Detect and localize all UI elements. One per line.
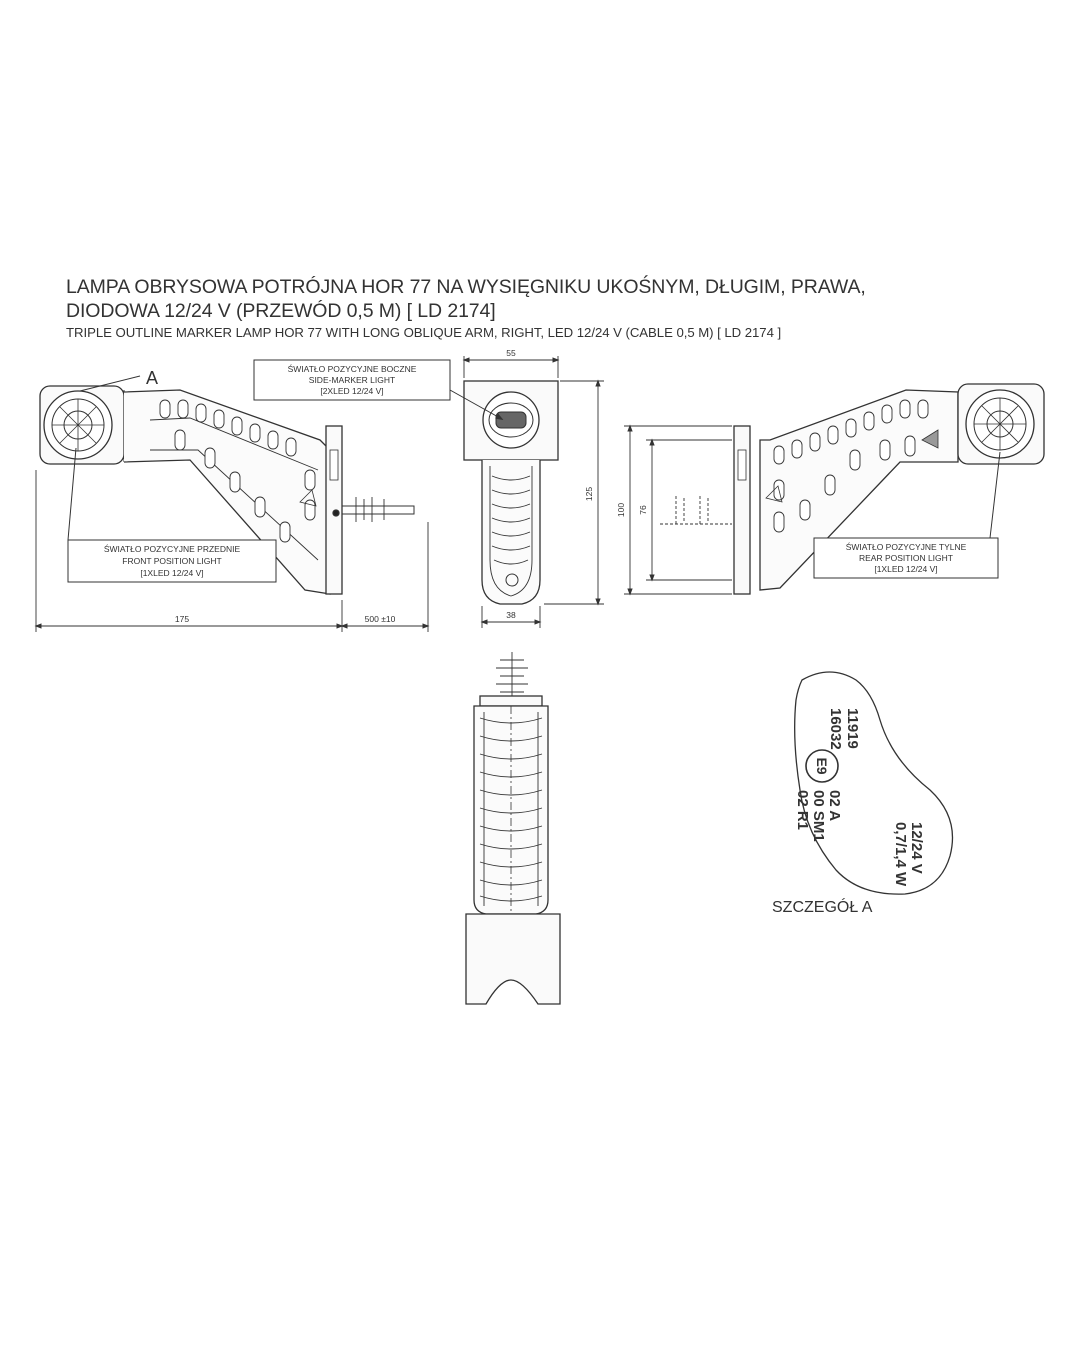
- rear-lamp-base-top: [466, 914, 560, 1004]
- detail-outline: [795, 672, 953, 894]
- dim-length-label: 175: [174, 614, 190, 624]
- side-marker-led-window: [496, 412, 526, 428]
- side-callout-pl: ŚWIATŁO POZYCYJNE BOCZNE: [287, 364, 417, 374]
- dim-height-label: 125: [584, 486, 594, 502]
- dim-plate-height-label: 100: [616, 502, 626, 518]
- rear-callout-pl: ŚWIATŁO POZYCYJNE TYLNE: [845, 542, 967, 552]
- front-callout-en: FRONT POSITION LIGHT: [122, 556, 222, 566]
- side-callout-spec: [2XLED 12/24 V]: [320, 386, 384, 396]
- approval-number-1: 11919: [844, 708, 861, 749]
- side-callout-en: SIDE-MARKER LIGHT: [308, 375, 396, 385]
- top-view: [466, 652, 560, 1004]
- detail-caption: SZCZEGÓŁ A: [772, 899, 873, 916]
- detail-a: [772, 672, 953, 916]
- dim-cable-label: 500 ±10: [364, 614, 396, 624]
- front-callout-spec: [1XLED 12/24 V]: [140, 568, 204, 578]
- rear-callout-en: REAR POSITION LIGHT: [859, 553, 953, 563]
- dim-base-width-label: 38: [506, 610, 516, 620]
- e-mark-label: E9: [814, 757, 830, 775]
- rear-callout-leader: [990, 452, 1000, 538]
- front-view: [464, 381, 558, 604]
- code-3: 02 R1: [794, 790, 811, 831]
- title-english: TRIPLE OUTLINE MARKER LAMP HOR 77 WITH LONG OBLIQUE ARM, RIGHT, LED 12/24 V (CABLE 0,5 M) [ LD 2174 ]: [66, 325, 782, 340]
- rear-callout-spec: [1XLED 12/24 V]: [874, 564, 938, 574]
- dim-hole-spacing-label: 76: [638, 505, 648, 515]
- e-mark: [806, 750, 838, 782]
- voltage-label: 12/24 V: [908, 822, 925, 874]
- code-2: 00 SM1: [810, 790, 827, 842]
- code-1: 02 A: [826, 790, 843, 822]
- front-position-callout: [68, 540, 276, 582]
- approval-number-2: 16032: [827, 708, 844, 750]
- title-polish-line-1: LAMPA OBRYSOWA POTRÓJNA HOR 77 NA WYSIĘGNIKU UKOŚNYM, DŁUGIM, PRAWA,: [66, 276, 866, 298]
- detail-marker-label: A: [146, 368, 159, 388]
- dim-top-width-label: 55: [506, 348, 516, 358]
- front-callout-pl: ŚWIATŁO POZYCYJNE PRZEDNIE: [103, 544, 241, 554]
- rear-position-callout: [814, 538, 998, 578]
- side-marker-callout: [254, 360, 500, 418]
- title-polish-line-2: DIODOWA 12/24 V (PRZEWÓD 0,5 M) [ LD 2174]: [66, 300, 496, 322]
- power-label: 0,7/1,4 W: [892, 822, 909, 887]
